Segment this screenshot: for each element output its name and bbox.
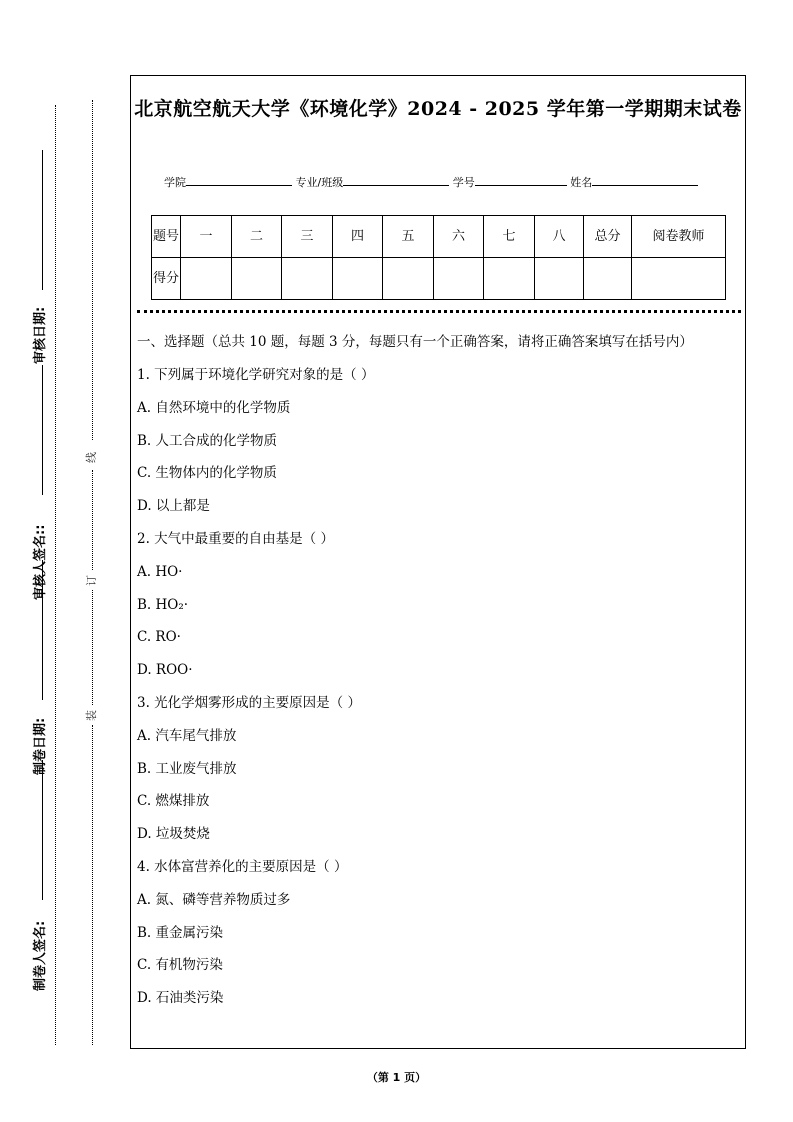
reviewer-date-label: 审核日期: [33, 306, 48, 364]
option: C. 有机物污染 [137, 957, 223, 974]
question-1 [137, 364, 741, 528]
score-table [151, 215, 726, 300]
score-cell[interactable] [282, 258, 333, 300]
col-header: 四 [333, 216, 383, 258]
option: B. 工业废气排放 [137, 760, 237, 777]
score-cell[interactable] [232, 258, 282, 300]
score-table-header-row [152, 216, 726, 258]
col-header: 三 [282, 216, 333, 258]
option: A. HO· [137, 563, 183, 580]
margin-dotted-line-inner-1 [92, 100, 93, 440]
option: B. HO₂· [137, 596, 189, 613]
section-1-title: 一、选择题（总共 10 题，每题 3 分，每题只有一个正确答案，请将正确答案填写在括号内） [137, 334, 693, 350]
row-header-score: 得分 [152, 258, 181, 300]
binding-margin [0, 0, 130, 1122]
question-2 [137, 528, 741, 692]
name-label: 姓名 [570, 176, 593, 189]
col-header: 八 [535, 216, 584, 258]
score-cell[interactable] [181, 258, 232, 300]
student-id-field[interactable] [475, 174, 567, 186]
score-table-score-row [152, 258, 726, 300]
score-cell-total[interactable] [584, 258, 632, 300]
cut-mark-install: 装 [85, 710, 98, 721]
col-header-total: 总分 [584, 216, 632, 258]
score-cell-grader[interactable] [632, 258, 726, 300]
col-header: 六 [434, 216, 484, 258]
option: D. 垃圾焚烧 [137, 826, 210, 843]
reviewer-sign-line [42, 365, 43, 495]
section-1 [137, 331, 741, 1020]
question-3 [137, 692, 741, 856]
maker-sign-label: 制卷人签名: [33, 920, 48, 991]
option: B. 重金属污染 [137, 924, 224, 941]
option: A. 汽车尾气排放 [137, 727, 237, 744]
row-header-question: 题号 [152, 216, 181, 258]
score-cell[interactable] [333, 258, 383, 300]
option: A. 氮、磷等营养物质过多 [137, 891, 291, 908]
maker-sign-line [42, 760, 43, 900]
header-separator [137, 310, 741, 313]
page-number: （第 1 页） [366, 1071, 427, 1084]
score-cell[interactable] [484, 258, 535, 300]
major-label: 专业/班级 [295, 176, 344, 189]
col-header-grader: 阅卷教师 [632, 216, 726, 258]
question-4 [137, 856, 741, 1020]
exam-frame [130, 75, 746, 1049]
college-field[interactable] [186, 174, 292, 186]
option: A. 自然环境中的化学物质 [137, 399, 291, 416]
option: C. RO· [137, 629, 181, 646]
student-id-label: 学号 [452, 176, 475, 189]
college-label: 学院 [164, 176, 186, 189]
col-header: 二 [232, 216, 282, 258]
question-text: 4. 水体富营养化的主要原因是（ ） [137, 858, 348, 875]
margin-dotted-line-inner-2 [92, 470, 93, 570]
option: D. 以上都是 [137, 498, 210, 515]
reviewer-sign-label: 审核人签名:: [33, 524, 48, 600]
col-header: 七 [484, 216, 535, 258]
question-text: 1. 下列属于环境化学研究对象的是（ ） [137, 367, 375, 383]
maker-date-label: 制卷日期: [33, 717, 48, 775]
major-field[interactable] [343, 174, 449, 186]
score-cell[interactable] [434, 258, 484, 300]
reviewer-date-line [42, 150, 43, 290]
option: C. 生物体内的化学物质 [137, 465, 277, 482]
question-text: 2. 大气中最重要的自由基是（ ） [137, 530, 334, 547]
cut-mark-bind: 订 [85, 575, 98, 586]
score-cell[interactable] [535, 258, 584, 300]
col-header: 一 [181, 216, 232, 258]
cut-mark-line: 线 [85, 452, 98, 463]
margin-dotted-line-inner-4 [92, 725, 93, 1045]
option: B. 人工合成的化学物质 [137, 432, 278, 449]
student-info-row [164, 174, 698, 190]
col-header: 五 [383, 216, 434, 258]
margin-dotted-line-inner-3 [92, 590, 93, 705]
option: D. 石油类污染 [137, 990, 224, 1007]
name-field[interactable] [592, 174, 698, 186]
exam-title: 北京航空航天大学《环境化学》2024 - 2025 学年第一学期期末试卷 [134, 98, 742, 120]
option: C. 燃煤排放 [137, 793, 210, 810]
score-cell[interactable] [383, 258, 434, 300]
margin-dotted-line-outer [55, 105, 56, 1045]
option: D. ROO· [137, 662, 193, 679]
question-text: 3. 光化学烟雾形成的主要原因是（ ） [137, 694, 361, 711]
